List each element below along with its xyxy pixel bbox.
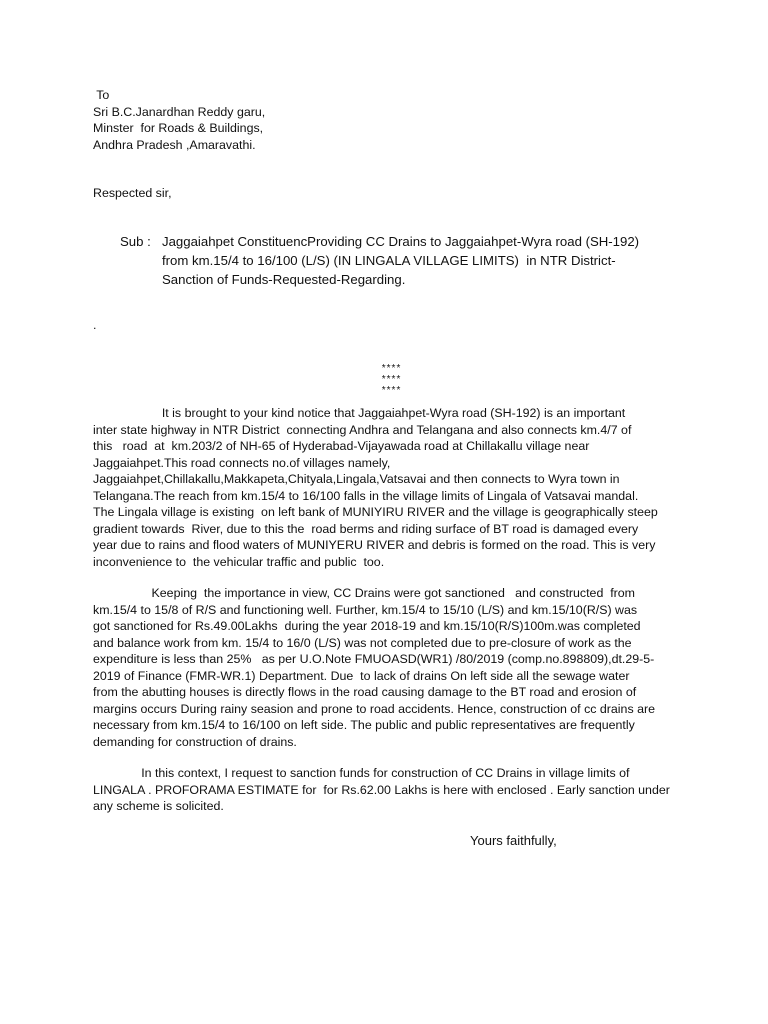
address-to: To (93, 88, 110, 102)
address-line: Minster for Roads & Buildings, (93, 121, 264, 135)
separator (0, 352, 768, 407)
body-paragraph-3 (93, 765, 693, 815)
recipient-address (93, 87, 265, 153)
paragraph-line: got sanctioned for Rs.49.00Lakhs during the year 2018-19 and km.15/10(R/S)100m.was completed (93, 619, 641, 633)
paragraph-line: this road at km.203/2 of NH-65 of Hyderabad-Vijayawada road at Chillakallu village near (93, 439, 590, 453)
subject-line: Sanction of Funds-Requested-Regarding. (162, 272, 406, 287)
body-paragraph-1 (93, 405, 693, 570)
paragraph-line: expenditure is less than 25% as per U.O.Note FMUOASD(WR1) /80/2019 (comp.no.898809),dt.29-5- (93, 652, 655, 666)
paragraph-line: The Lingala village is existing on left bank of MUNIYIRU RIVER and the village is geographically steep (93, 505, 658, 519)
paragraph-line: LINGALA . PROFORAMA ESTIMATE for for Rs.62.00 Lakhs is here with enclosed . Early sanction under (93, 782, 670, 797)
paragraph-line: 2019 of Finance (FMR-WR.1) Department. Due to lack of drains On left side all the sewage water (93, 668, 630, 683)
paragraph-line: inconvenience to the vehicular traffic and public too. (93, 554, 385, 569)
salutation: Respected sir, (93, 186, 172, 200)
paragraph-line: necessary from km.15/4 to 16/100 on left side. The public and public representatives are frequently (93, 718, 635, 732)
closing: Yours faithfully, (470, 833, 557, 848)
body-paragraph-2 (93, 585, 693, 750)
paragraph-line: km.15/4 to 15/8 of R/S and functioning well. Further, km.15/4 to 15/10 (L/S) and km.15/10(R/S) was (93, 602, 638, 617)
paragraph-line: gradient towards River, due to this the road berms and riding surface of BT road is damaged every (93, 521, 639, 536)
paragraph-line: and balance work from km. 15/4 to 16/0 (L/S) was not completed due to pre-closure of work as the (93, 635, 632, 650)
address-line: Sri B.C.Janardhan Reddy garu, (93, 104, 266, 119)
paragraph-line: It is brought to your kind notice that Jaggaiahpet-Wyra road (SH-192) is an important (93, 406, 626, 420)
paragraph-line: Telangana.The reach from km.15/4 to 16/100 falls in the village limits of Lingala of Vatsavai mandal. (93, 488, 639, 503)
address-line: Andhra Pradesh ,Amaravathi. (93, 137, 256, 152)
subject-line: Jaggaiahpet ConstituencProviding CC Drains to Jaggaiahpet-Wyra road (SH-192) (162, 234, 640, 249)
stray-dot: . (93, 318, 97, 332)
paragraph-line: from the abutting houses is directly flows in the road causing damage to the BT road and erosion of (93, 685, 637, 699)
paragraph-line: Jaggaiahpet,Chillakallu,Makkapeta,Chityala,Lingala,Vatsavai and then connects to Wyra town in (93, 472, 620, 486)
separator-stars: **** (381, 363, 402, 374)
paragraph-line: Keeping the importance in view, CC Drains were got sanctioned and constructed from (93, 586, 636, 600)
subject-line: from km.15/4 to 16/100 (L/S) (IN LINGALA VILLAGE LIMITS) in NTR District- (162, 253, 616, 268)
paragraph-line: year due to rains and flood waters of MUNIYERU RIVER and debris is formed on the road. This is very (93, 538, 656, 552)
subject-text (162, 232, 682, 289)
paragraph-line: In this context, I request to sanction funds for construction of CC Drains in village limits of (93, 766, 630, 780)
paragraph-line: any scheme is solicited. (93, 799, 224, 813)
subject-label: Sub : (120, 234, 151, 249)
paragraph-line: demanding for construction of drains. (93, 734, 297, 749)
paragraph-line: Jaggaiahpet.This road connects no.of villages namely, (93, 455, 391, 470)
paragraph-line: inter state highway in NTR District connecting Andhra and Telangana and also connects km.4/7 of (93, 422, 632, 437)
paragraph-line: margins occurs During rainy seasion and prone to road accidents. Hence, construction of cc drains are (93, 701, 655, 716)
separator-stars: **** (381, 385, 402, 396)
separator-stars: **** (381, 374, 402, 385)
